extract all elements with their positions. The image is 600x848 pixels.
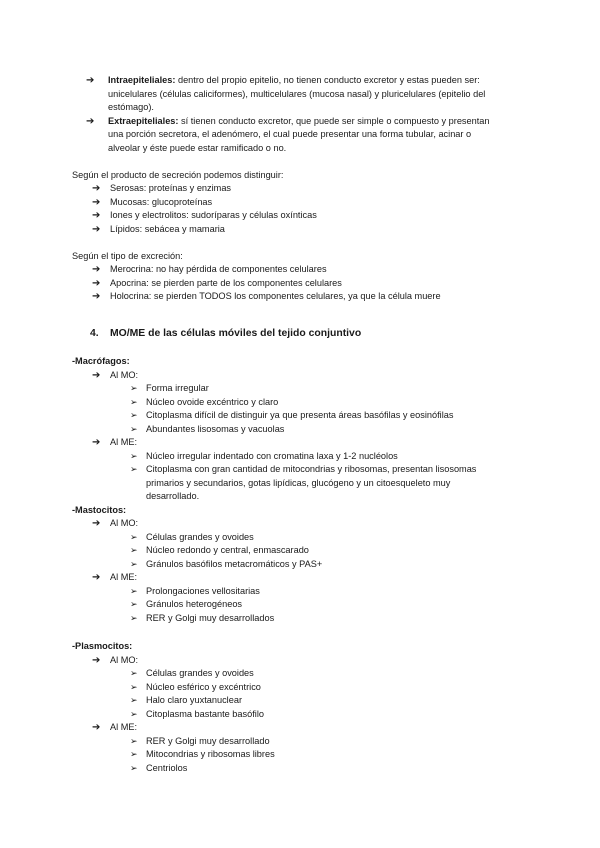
macrofagos-mo-label: Al MO: [110,369,139,380]
arrowhead-bullet-icon: ➢ [130,749,138,759]
plasmocitos-me-label: Al ME: [110,722,138,732]
macrofagos-me-item-cont: primarios y secundarios, gotas lipídicas, glucógeno y un citoesqueleto muy [146,477,451,488]
arrowhead-bullet-icon: ➢ [130,735,138,746]
extraepiteliales-term: Extraepiteliales: [108,115,179,126]
intraepiteliales-term: Intraepiteliales: [108,75,176,85]
mastocitos-mo-label: Al MO: [110,518,139,528]
plasmocitos-mo-item: Citoplasma bastante basófilo [146,708,264,719]
arrowhead-bullet-icon: ➢ [130,450,138,461]
macrofagos-mo-item: Abundantes lisosomas y vacuolas [146,423,285,434]
arrowhead-bullet-icon: ➢ [130,396,138,407]
secretion-item: Lípidos: sebácea y mamaria [110,223,225,234]
arrowhead-bullet-icon: ➢ [130,708,138,719]
arrow-bullet-icon: ➔ [92,183,101,194]
extraepiteliales-line-3: alveolar y éste puede estar ramificado o no. [108,142,287,153]
arrow-bullet-icon: ➔ [92,518,101,529]
intraepiteliales-line-3: estómago). [108,102,154,112]
arrow-bullet-icon: ➔ [92,722,101,733]
arrowhead-bullet-icon: ➢ [130,681,138,692]
arrow-bullet-icon: ➔ [92,291,101,302]
arrow-bullet-icon: ➔ [92,223,101,235]
macrofagos-me-item: Núcleo irregular indentado con cromatina laxa y 1-2 nucléolos [146,450,398,461]
secretion-item: Iones y electrolitos: sudoríparas y células oxínticas [110,210,317,220]
macrofagos-mo-item: Citoplasma difícil de distinguir ya que presenta áreas basófilas y eosinófilas [146,410,454,420]
mastocitos-me-label: Al ME: [110,572,138,582]
extraepiteliales-line-2: una porción secretora, el adenómero, el cual puede presentar una forma tubular, acinar o [108,129,472,139]
plasmocitos-me-item: RER y Golgi muy desarrollado [146,735,270,746]
arrow-bullet-icon: ➔ [92,210,101,221]
arrow-bullet-icon: ➔ [92,369,101,381]
macrofagos-me-item-cont: desarrollado. [146,491,200,501]
macrofagos-mo-item: Núcleo ovoide excéntrico y claro [146,396,279,407]
mastocitos-me-item: RER y Golgi muy desarrollados [146,612,275,623]
arrowhead-bullet-icon: ➢ [130,423,138,434]
macrofagos-title: -Macrófagos: [72,356,130,366]
arrow-bullet-icon: ➔ [92,196,101,208]
arrowhead-bullet-icon: ➢ [130,410,138,420]
arrowhead-bullet-icon: ➢ [130,383,138,393]
secretion-item: Serosas: proteínas y enzimas [110,183,232,193]
excretion-item: Merocrina: no hay pérdida de componentes celulares [110,264,327,274]
arrow-bullet-icon: ➔ [92,572,101,583]
arrowhead-bullet-icon: ➢ [130,668,138,678]
macrofagos-mo-item: Forma irregular [146,383,209,393]
section-heading-title: MO/ME de las células móviles del tejido conjuntivo [110,328,362,339]
arrowhead-bullet-icon: ➢ [130,612,138,623]
plasmocitos-mo-item: Halo claro yuxtanuclear [146,695,243,705]
section-heading-number: 4. [90,328,99,339]
plasmocitos-mo-item: Células grandes y ovoides [146,668,254,678]
arrowhead-bullet-icon: ➢ [130,695,138,705]
plasmocitos-title: -Plasmocitos: [72,641,133,651]
intraepiteliales-line-2: unicelulares (células caliciformes), multicelulares (mucosa nasal) y pluricelulares (epitelio del [108,88,486,99]
macrofagos-me-item: Citoplasma con gran cantidad de mitocondrias y ribosomas, presentan lisosomas [146,464,477,474]
secretion-product-intro: Según el producto de secreción podemos distinguir: [72,169,284,180]
mastocitos-me-item: Gránulos heterogéneos [146,599,243,609]
mastocitos-mo-item: Núcleo redondo y central, enmascarado [146,545,309,555]
excretion-type-intro: Según el tipo de excreción: [72,250,183,261]
mastocitos-me-item: Prolongaciones vellositarias [146,585,260,596]
arrow-bullet-icon: ➔ [86,75,95,86]
plasmocitos-me-item: Centriolos [146,762,188,773]
mastocitos-mo-item: Células grandes y ovoides [146,531,254,542]
excretion-item: Holocrina: se pierden TODOS los componentes celulares, ya que la célula muere [110,291,441,301]
arrow-bullet-icon: ➔ [92,654,101,666]
plasmocitos-mo-label: Al MO: [110,654,139,665]
arrow-bullet-icon: ➔ [86,115,95,127]
intraepiteliales-line-1 [108,74,480,87]
excretion-item: Apocrina: se pierden parte de los componentes celulares [110,277,342,288]
arrowhead-bullet-icon: ➢ [130,558,138,569]
secretion-item: Mucosas: glucoproteínas [110,196,213,207]
arrowhead-bullet-icon: ➢ [130,762,138,773]
arrowhead-bullet-icon: ➢ [130,585,138,596]
arrow-bullet-icon: ➔ [92,277,101,289]
intraepiteliales-text: dentro del propio epitelio, no tienen conducto excretor y estas pueden ser: [175,75,480,85]
extraepiteliales-line-1 [108,115,490,128]
arrow-bullet-icon: ➔ [92,264,101,275]
arrowhead-bullet-icon: ➢ [130,464,138,474]
macrofagos-me-label: Al ME: [110,437,138,447]
arrowhead-bullet-icon: ➢ [130,531,138,542]
arrowhead-bullet-icon: ➢ [130,545,138,555]
arrowhead-bullet-icon: ➢ [130,599,138,609]
arrow-bullet-icon: ➔ [92,437,101,448]
plasmocitos-mo-item: Núcleo esférico y excéntrico [146,681,261,692]
plasmocitos-me-item: Mitocondrias y ribosomas libres [146,749,275,759]
extraepiteliales-text: sí tienen conducto excretor, que puede ser simple o compuesto y presentan [178,115,490,126]
mastocitos-mo-item: Gránulos basófilos metacromáticos y PAS+ [146,558,323,569]
mastocitos-title: -Mastocitos: [72,504,127,515]
